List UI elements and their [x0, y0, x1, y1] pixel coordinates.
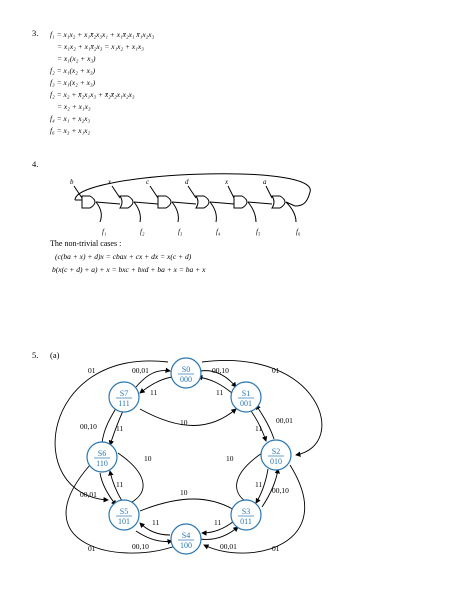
- output-label-5: f₅: [256, 228, 261, 236]
- input-label-2: x: [108, 178, 112, 186]
- state-s3-code: 011: [240, 517, 252, 526]
- edge-s0-s1-b: [198, 377, 232, 393]
- p3-eq-line-3: = x₁(x₂ + x₃): [57, 54, 96, 63]
- state-s1-code: 001: [240, 399, 252, 408]
- state-s6-name: S6: [97, 449, 107, 458]
- p3-eq-line-2: = x₁x₂ + x₁x̄₂x₃ = x₁x₂ + x₁x₃: [57, 42, 144, 51]
- label-s2-s3-b: 00,10: [272, 486, 289, 495]
- p3-eq-line-4: f₂ = x₁(x₂ + x₃): [50, 66, 96, 75]
- p3-eq-line-5: f₃ = x₁(x₂ + x₃): [50, 78, 96, 87]
- label-s7-s1-10: 10: [180, 418, 188, 427]
- edge-s6-s5-10: [118, 453, 143, 505]
- label-outer-bl: 01: [88, 544, 96, 553]
- gate-2: [120, 196, 133, 208]
- label-s6-s5-b: 11: [116, 480, 124, 489]
- edge-s5-s3: [140, 499, 236, 511]
- input-label-1: b: [70, 178, 74, 186]
- state-s7-name: S7: [119, 389, 129, 398]
- label-s5-s3-10: 10: [180, 488, 188, 497]
- label-s2-s3-a: 11: [255, 480, 263, 489]
- input-label-4: d: [185, 178, 189, 186]
- label-s0-s1-top: 00,10: [212, 366, 229, 375]
- gate-3: [158, 196, 171, 208]
- output-label-6: f₆: [296, 228, 301, 236]
- nontrivial-case-2: b(x(c + d) + a) + x = bxc + bxd + ba + x = ba + x: [52, 265, 206, 274]
- nontrivial-heading: The non-trivial cases :: [50, 239, 122, 248]
- state-s4-code: 100: [180, 541, 192, 550]
- state-s7-code: 111: [118, 399, 130, 408]
- label-s7-s0-top: 00,01: [132, 366, 149, 375]
- label-s6-s7-b: 11: [116, 424, 124, 433]
- state-s4-name: S4: [181, 531, 191, 540]
- edge-s6-s5-a: [100, 473, 116, 505]
- edge-s2-s3-10: [237, 453, 262, 505]
- label-s0-s1-11: 11: [216, 388, 224, 397]
- label-s5-s4-11: 11: [152, 518, 160, 527]
- state-s2-name: S2: [271, 447, 281, 456]
- label-s1-s2-b: 00,01: [276, 416, 293, 425]
- state-s0-code: 000: [180, 375, 192, 384]
- label-outer-tl: 01: [88, 366, 96, 375]
- p3-eq-line-8: f₄ = x₁ + x₂x₃: [50, 114, 91, 123]
- problem-3-number: 3.: [32, 28, 39, 38]
- label-s6-s7-a: 00,10: [80, 422, 97, 431]
- gate-1: [82, 196, 95, 208]
- state-s0-name: S0: [181, 365, 191, 374]
- output-label-1: f₁: [102, 228, 107, 236]
- edge-outer-tl: [55, 361, 168, 500]
- problem-5-part: (a): [50, 350, 60, 360]
- state-diagram: [0, 355, 463, 595]
- output-label-3: f₃: [178, 228, 183, 236]
- label-s4-s3-bottom: 00,01: [220, 542, 237, 551]
- gate-5: [234, 196, 247, 208]
- state-s5-code: 101: [118, 517, 130, 526]
- problem-4-number: 4.: [32, 159, 39, 169]
- state-s6-code: 110: [96, 459, 108, 468]
- edge-s1-s2-b: [256, 405, 274, 439]
- p3-eq-line-7: = x₂ + x₁x₃: [57, 102, 91, 111]
- input-label-3: c: [146, 178, 150, 186]
- output-label-4: f₄: [216, 228, 221, 236]
- label-outer-tr: 01: [272, 366, 280, 375]
- label-s4-s3-11: 11: [214, 518, 222, 527]
- input-label-6: a: [263, 178, 267, 186]
- label-s6-s5-10: 10: [144, 454, 152, 463]
- edge-s7-s1: [140, 409, 236, 426]
- gate-4: [196, 196, 209, 208]
- state-s5-name: S5: [119, 507, 129, 516]
- gate-6: [272, 196, 285, 208]
- state-s1-name: S1: [241, 389, 251, 398]
- state-s3-name: S3: [241, 507, 251, 516]
- output-label-2: f₂: [140, 228, 145, 236]
- label-s7-s0-11: 11: [150, 388, 158, 397]
- label-outer-br: 01: [272, 544, 280, 553]
- nontrivial-case-1: (c(ba + x) + d)x = cbax + cx + dx = x(c + d): [55, 252, 192, 261]
- p3-eq-line-1: f₁ = x₁x₂ + x₁x̄₂x₃x₁ + x₁x̄₂x₁ x̄₁x₂x₃: [50, 30, 155, 39]
- problem-5-number: 5.: [32, 350, 39, 360]
- label-s1-s2-a: 11: [255, 424, 263, 433]
- input-label-5: x: [225, 178, 229, 186]
- label-s5-s4-bottom: 00,10: [132, 542, 149, 551]
- p3-eq-line-9: f₆ = x₃ + x₁x₂: [50, 126, 91, 135]
- label-s2-s3-10: 10: [226, 454, 234, 463]
- label-s6-s5-a: 00,01: [80, 490, 97, 499]
- state-s2-code: 010: [270, 457, 282, 466]
- p3-eq-line-6: f₂ = x₂ + x̄₂x₁x₃ + x̄₂x̄₂x₁x₂x₃: [50, 90, 135, 99]
